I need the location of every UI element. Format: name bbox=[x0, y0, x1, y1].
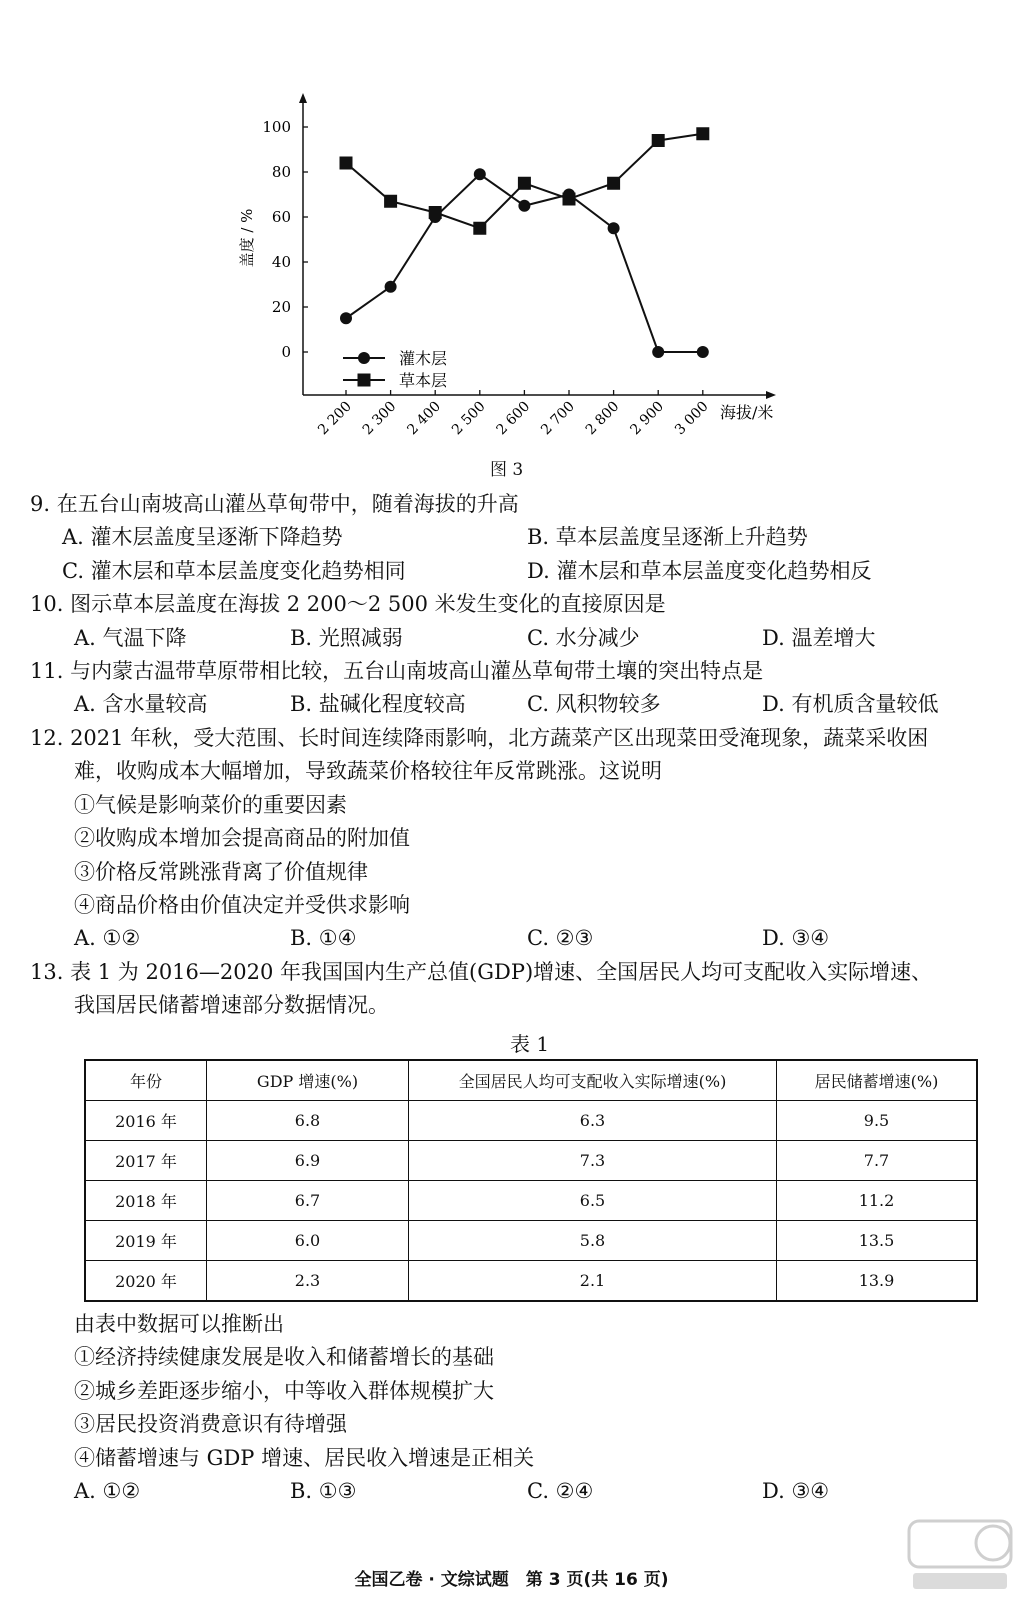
table-cell: 9.5 bbox=[777, 1101, 978, 1141]
q13-statement-3: ③居民投资消费意识有待增强 bbox=[74, 1412, 347, 1436]
shrub-point bbox=[474, 168, 486, 180]
table-cell: 6.7 bbox=[207, 1181, 409, 1221]
table-cell: 13.9 bbox=[777, 1261, 978, 1302]
x-ticks bbox=[315, 390, 711, 438]
table-cell: 2.3 bbox=[207, 1261, 409, 1302]
shrub-point bbox=[518, 200, 530, 212]
table-row bbox=[85, 1101, 977, 1141]
herb-point bbox=[652, 134, 665, 147]
y-tick-label: 0 bbox=[281, 343, 291, 361]
table-header-cell: 居民储蓄增速(%) bbox=[777, 1060, 978, 1101]
table-cell: 6.8 bbox=[207, 1101, 409, 1141]
x-tick-label: 2 500 bbox=[448, 398, 489, 439]
table-cell: 7.7 bbox=[777, 1141, 978, 1181]
q12-option-a: A. ①② bbox=[74, 926, 141, 950]
q12-option-d: D. ③④ bbox=[762, 926, 830, 950]
x-tick-label: 2 700 bbox=[538, 398, 578, 439]
y-axis-arrow bbox=[299, 93, 307, 103]
question-10-stem: 10. 图示草本层盖度在海拔 2 200～2 500 米发生变化的直接原因是 bbox=[30, 592, 666, 616]
q13-option-a: A. ①② bbox=[74, 1479, 141, 1503]
q9-option-b: B. 草本层盖度呈逐渐上升趋势 bbox=[527, 525, 808, 549]
question-12-stem-line1: 12. 2021 年秋，受大范围、长时间连续降雨影响，北方蔬菜产区出现菜田受淹现象，蔬菜采收困 bbox=[30, 726, 929, 750]
x-tick-label: 2 200 bbox=[315, 398, 355, 439]
table-cell: 2018 年 bbox=[85, 1181, 207, 1221]
legend-label: 灌木层 bbox=[399, 349, 448, 368]
x-axis-arrow bbox=[766, 391, 776, 399]
table-cell: 11.2 bbox=[777, 1181, 978, 1221]
table-header-cell: 年份 bbox=[85, 1060, 207, 1101]
chart-legend bbox=[343, 349, 447, 390]
table-row bbox=[85, 1261, 977, 1302]
shrub-point bbox=[340, 312, 352, 324]
table-cell: 6.0 bbox=[207, 1221, 409, 1261]
table-header-cell: 全国居民人均可支配收入实际增速(%) bbox=[409, 1060, 777, 1101]
q13-statement-1: ①经济持续健康发展是收入和储蓄增长的基础 bbox=[74, 1345, 494, 1369]
herb-point bbox=[429, 206, 442, 219]
q12-option-b: B. ①④ bbox=[290, 926, 357, 950]
q12-statement-3: ③价格反常跳涨背离了价值规律 bbox=[74, 860, 368, 884]
altitude-coverage-chart bbox=[0, 0, 1023, 480]
legend-marker-circle bbox=[358, 352, 370, 364]
data-table bbox=[84, 1059, 978, 1302]
question-9-stem: 9. 在五台山南坡高山灌丛草甸带中，随着海拔的升高 bbox=[30, 492, 519, 516]
q9-option-a: A. 灌木层盖度呈逐渐下降趋势 bbox=[62, 525, 343, 549]
x-tick-label: 2 900 bbox=[627, 398, 668, 439]
q13-lead: 由表中数据可以推断出 bbox=[74, 1312, 284, 1336]
table-row bbox=[85, 1221, 977, 1261]
q13-option-b: B. ①③ bbox=[290, 1479, 357, 1503]
y-axis-label: 盖度 / % bbox=[238, 208, 256, 268]
table-cell: 6.9 bbox=[207, 1141, 409, 1181]
q9-option-d: D. 灌木层和草本层盖度变化趋势相反 bbox=[527, 559, 872, 583]
shrub-point bbox=[652, 346, 664, 358]
q10-option-b: B. 光照减弱 bbox=[290, 626, 403, 650]
herb-point bbox=[607, 177, 620, 190]
table-cell: 2016 年 bbox=[85, 1101, 207, 1141]
question-11-stem: 11. 与内蒙古温带草原带相比较，五台山南坡高山灌丛草甸带土壤的突出特点是 bbox=[30, 659, 764, 683]
herb-point bbox=[384, 195, 397, 208]
q11-option-a: A. 含水量较高 bbox=[74, 692, 208, 716]
q12-statement-1: ①气候是影响菜价的重要因素 bbox=[74, 793, 347, 817]
x-axis-label: 海拔/米 bbox=[720, 403, 774, 422]
herb-point bbox=[340, 157, 353, 170]
y-tick-label: 20 bbox=[271, 298, 291, 316]
table-cell: 2.1 bbox=[409, 1261, 777, 1302]
q12-option-c: C. ②③ bbox=[527, 926, 594, 950]
q13-statement-2: ②城乡差距逐步缩小，中等收入群体规模扩大 bbox=[74, 1379, 494, 1403]
q10-option-c: C. 水分减少 bbox=[527, 626, 640, 650]
figure-caption: 图 3 bbox=[490, 460, 524, 480]
shrub-point bbox=[697, 346, 709, 358]
question-13-stem-line1: 13. 表 1 为 2016—2020 年我国国内生产总值(GDP)增速、全国居民人均可支配收入实际增速、 bbox=[30, 960, 933, 984]
shrub-point bbox=[385, 281, 397, 293]
herb-point bbox=[563, 193, 576, 206]
legend-marker-square bbox=[358, 374, 371, 387]
y-tick-label: 80 bbox=[271, 163, 291, 181]
q11-option-d: D. 有机质含量较低 bbox=[762, 692, 939, 716]
y-tick-label: 60 bbox=[271, 208, 291, 226]
q12-statement-4: ④商品价格由价值决定并受供求影响 bbox=[74, 893, 410, 917]
table-cell: 6.5 bbox=[409, 1181, 777, 1221]
y-ticks bbox=[262, 118, 308, 361]
shrub-point bbox=[608, 222, 620, 234]
table-header-row bbox=[85, 1060, 977, 1101]
herb-point bbox=[696, 127, 709, 140]
x-tick-label: 2 300 bbox=[359, 398, 400, 439]
q12-statement-2: ②收购成本增加会提高商品的附加值 bbox=[74, 826, 410, 850]
y-tick-label: 100 bbox=[262, 118, 291, 136]
page-footer: 全国乙卷 · 文综试题 第 3 页(共 16 页) bbox=[354, 1570, 669, 1590]
table-cell: 13.5 bbox=[777, 1221, 978, 1261]
q10-option-d: D. 温差增大 bbox=[762, 626, 876, 650]
q13-statement-4: ④储蓄增速与 GDP 增速、居民收入增速是正相关 bbox=[74, 1446, 535, 1470]
x-tick-label: 2 600 bbox=[493, 398, 534, 439]
q10-option-a: A. 气温下降 bbox=[74, 626, 187, 650]
table-row bbox=[85, 1141, 977, 1181]
q13-option-d: D. ③④ bbox=[762, 1479, 830, 1503]
herb-point bbox=[473, 222, 486, 235]
table-cell: 2019 年 bbox=[85, 1221, 207, 1261]
question-13-stem-line2: 我国居民储蓄增速部分数据情况。 bbox=[74, 993, 389, 1017]
table-cell: 2020 年 bbox=[85, 1261, 207, 1302]
q13-option-c: C. ②④ bbox=[527, 1479, 594, 1503]
q11-option-b: B. 盐碱化程度较高 bbox=[290, 692, 466, 716]
table-cell: 6.3 bbox=[409, 1101, 777, 1141]
x-tick-label: 2 800 bbox=[582, 398, 623, 439]
legend-label: 草本层 bbox=[399, 371, 448, 390]
x-tick-label: 2 400 bbox=[404, 398, 445, 439]
table-header-cell: GDP 增速(%) bbox=[207, 1060, 409, 1101]
table-cell: 5.8 bbox=[409, 1221, 777, 1261]
q11-option-c: C. 风积物较多 bbox=[527, 692, 661, 716]
watermark-logo bbox=[905, 1515, 1015, 1595]
x-tick-label: 3 000 bbox=[671, 398, 712, 439]
q9-option-c: C. 灌木层和草本层盖度变化趋势相同 bbox=[62, 559, 406, 583]
chart-series bbox=[340, 127, 710, 358]
question-12-stem-line2: 难，收购成本大幅增加，导致蔬菜价格较往年反常跳涨。这说明 bbox=[74, 759, 662, 783]
table-row bbox=[85, 1181, 977, 1221]
herb-point bbox=[518, 177, 531, 190]
table-cell: 7.3 bbox=[409, 1141, 777, 1181]
table-title: 表 1 bbox=[510, 1032, 550, 1056]
table-cell: 2017 年 bbox=[85, 1141, 207, 1181]
y-tick-label: 40 bbox=[271, 253, 291, 271]
